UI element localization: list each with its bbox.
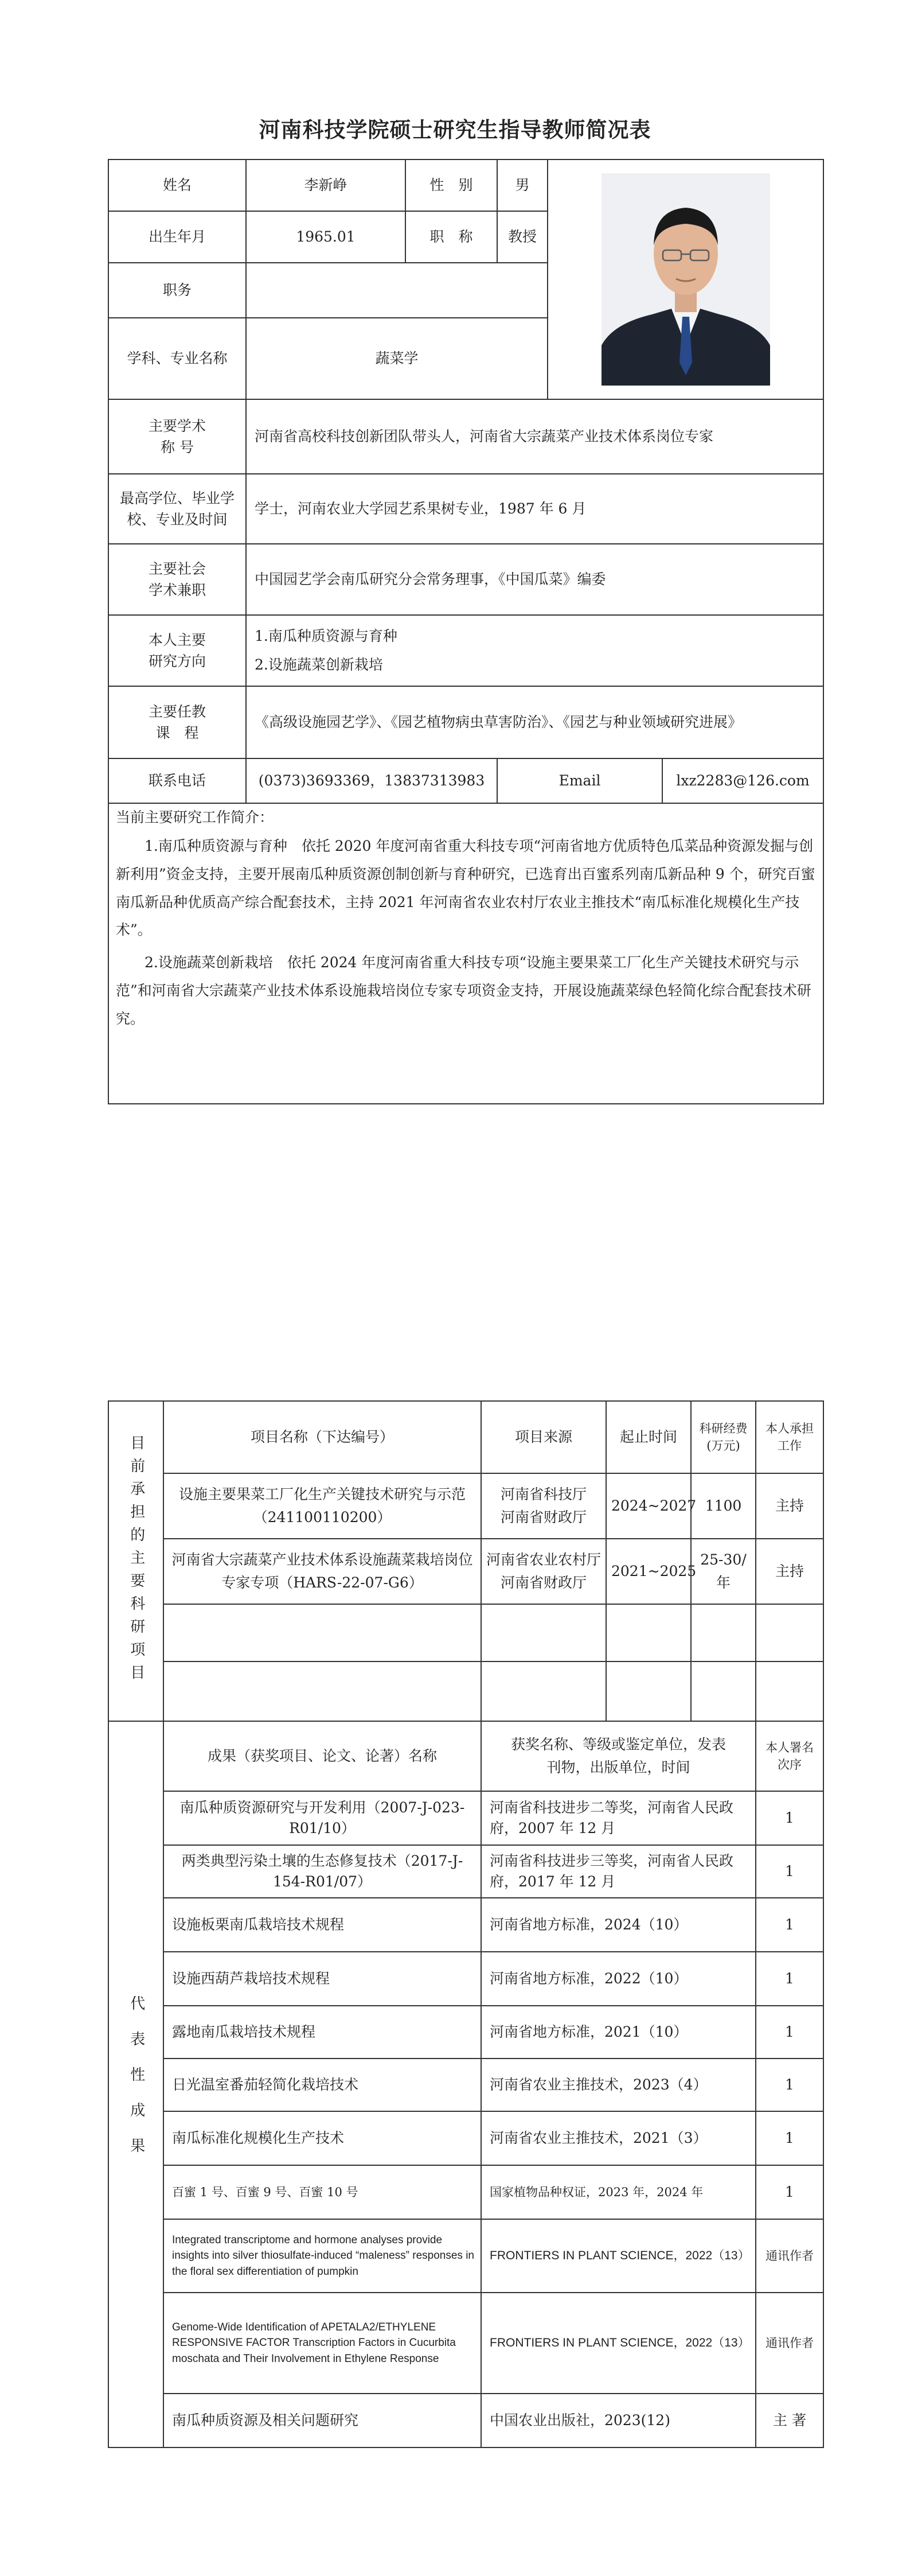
achievement-order: 通讯作者 (756, 2293, 823, 2394)
achievement-name: 露地南瓜栽培技术规程 (163, 2006, 481, 2059)
birth-label: 出生年月 (108, 211, 246, 263)
table-row (108, 2394, 823, 2447)
achievement-name: 日光温室番茄轻简化栽培技术 (163, 2059, 481, 2111)
achievement-header-name: 成果（获奖项目、论文、论著）名称 (163, 1721, 481, 1791)
social-label: 主要社会 学术兼职 (108, 544, 246, 615)
research-label: 本人主要 研究方向 (108, 615, 246, 686)
degree-value: 学士，河南农业大学园艺系果树专业，1987 年 6 月 (246, 474, 823, 544)
achievement-award: FRONTIERS IN PLANT SCIENCE，2022（13） (481, 2293, 756, 2394)
projects-achievements-table (108, 1400, 824, 2448)
achievement-name: 设施西葫芦栽培技术规程 (163, 1952, 481, 2006)
achievement-name: 两类典型污染土壤的生态修复技术（2017-J-154-R01/07） (163, 1845, 481, 1898)
table-row-empty (108, 1604, 823, 1661)
achievement-header-order: 本人署名次序 (756, 1721, 823, 1791)
project-funds: 25-30/年 (691, 1539, 756, 1604)
project-header-period: 起止时间 (606, 1401, 691, 1473)
achievement-award: 河南省地方标准，2022（10） (481, 1952, 756, 2006)
name-value: 李新峥 (246, 159, 405, 211)
achievement-order: 1 (756, 2059, 823, 2111)
achievement-name: 南瓜种质资源研究与开发利用（2007-J-023-R01/10） (163, 1791, 481, 1845)
summary-title: 当前主要研究工作简介： (116, 809, 274, 826)
achievement-award: 河南省农业主推技术，2021（3） (481, 2111, 756, 2165)
achievement-award: FRONTIERS IN PLANT SCIENCE，2022（13） (481, 2219, 756, 2293)
duty-value (246, 263, 548, 318)
achievement-award: 河南省地方标准，2024（10） (481, 1898, 756, 1952)
table-row (108, 2059, 823, 2111)
gender-label: 性 别 (405, 159, 497, 211)
project-funds: 1100 (691, 1473, 756, 1539)
project-header-role: 本人承担工作 (756, 1401, 823, 1473)
project-header-funds: 科研经费(万元) (691, 1401, 756, 1473)
achievement-award: 河南省科技进步三等奖，河南省人民政府，2017 年 12 月 (481, 1845, 756, 1898)
achievement-award: 河南省农业主推技术，2023（4） (481, 2059, 756, 2111)
achievement-order: 1 (756, 2111, 823, 2165)
photo-cell (548, 159, 823, 399)
achievement-award: 中国农业出版社，2023(12) (481, 2394, 756, 2447)
table-row (108, 1473, 823, 1539)
summary-paragraph: 2.设施蔬菜创新栽培 依托 2024 年度河南省重大科技专项“设施主要果菜工厂化生产关键技术研究与示范”和河南省大宗蔬菜产业技术体系设施栽培岗位专家专项资金支持，开展设施蔬菜绿色轻简化综合配套技术研究。 (116, 954, 811, 1027)
table-row (108, 1952, 823, 2006)
achievement-name: 百蜜 1 号、百蜜 9 号、百蜜 10 号 (163, 2165, 481, 2219)
achievement-name: Integrated transcriptome and hormone analyses provide insights into silver thiosulfate-induced “maleness” responses in the floral sex differentiation of pumpkin (163, 2219, 481, 2293)
courses-label: 主要任教 课 程 (108, 686, 246, 758)
degree-label: 最高学位、毕业学 校、专业及时间 (108, 474, 246, 544)
table-row-empty (108, 1661, 823, 1721)
achievement-name: 设施板栗南瓜栽培技术规程 (163, 1898, 481, 1952)
table-row (108, 1845, 823, 1898)
project-name: 河南省大宗蔬菜产业技术体系设施蔬菜栽培岗位专家专项（HARS-22-07-G6） (163, 1539, 481, 1604)
achievement-header-award: 获奖名称、等级或鉴定单位，发表刊物，出版单位，时间 (481, 1721, 756, 1791)
achievement-order: 主 著 (756, 2394, 823, 2447)
table-row (108, 2111, 823, 2165)
table-row (108, 2165, 823, 2219)
project-role: 主持 (756, 1539, 823, 1604)
phone-value: (0373)3693369，13837313983 (246, 758, 497, 803)
titles-label: 主要学术 称 号 (108, 399, 246, 474)
achievement-name: 南瓜标准化规模化生产技术 (163, 2111, 481, 2165)
duty-label: 职务 (108, 263, 246, 318)
portrait-photo-icon (602, 173, 770, 386)
achievements-section-label: 代表性成果 (108, 1721, 163, 2447)
table-row (108, 2219, 823, 2293)
project-header-source: 项目来源 (481, 1401, 606, 1473)
achievement-award: 河南省科技进步二等奖，河南省人民政府，2007 年 12 月 (481, 1791, 756, 1845)
page-title: 河南科技学院硕士研究生指导教师简况表 (259, 118, 651, 142)
project-source: 河南省农业农村厅 河南省财政厅 (481, 1539, 606, 1604)
courses-value: 《高级设施园艺学》、《园艺植物病虫草害防治》、《园艺与种业领域研究进展》 (246, 686, 823, 758)
project-period: 2024~2027 (606, 1473, 691, 1539)
project-role: 主持 (756, 1473, 823, 1539)
birth-value: 1965.01 (246, 211, 405, 263)
projects-section-label: 目前承担的主要科研项目 (108, 1401, 163, 1721)
achievement-order: 1 (756, 2006, 823, 2059)
research-item: 1.南瓜种质资源与育种 (255, 628, 397, 644)
achievement-name: Genome-Wide Identification of APETALA2/ETHYLENE RESPONSIVE FACTOR Transcription Factors in Cucurbita moschata and Their Involvement in Ethylene Response (163, 2293, 481, 2394)
project-source: 河南省科技厅 河南省财政厅 (481, 1473, 606, 1539)
gender-value: 男 (497, 159, 548, 211)
profile-table (108, 159, 824, 1104)
email-label: Email (497, 758, 662, 803)
social-value: 中国园艺学会南瓜研究分会常务理事，《中国瓜菜》编委 (246, 544, 823, 615)
project-period: 2021~2025 (606, 1539, 691, 1604)
rank-value: 教授 (497, 211, 548, 263)
titles-value: 河南省高校科技创新团队带头人，河南省大宗蔬菜产业技术体系岗位专家 (246, 399, 823, 474)
achievement-order: 1 (756, 1952, 823, 2006)
table-row (108, 1898, 823, 1952)
table-row (108, 1791, 823, 1845)
portrait-photo (602, 173, 770, 386)
achievement-order: 1 (756, 1845, 823, 1898)
rank-label: 职 称 (405, 211, 497, 263)
achievement-award: 河南省地方标准，2021（10） (481, 2006, 756, 2059)
achievement-name: 南瓜种质资源及相关问题研究 (163, 2394, 481, 2447)
research-summary (108, 803, 823, 1104)
phone-label: 联系电话 (108, 758, 246, 803)
project-header-name: 项目名称（下达编号） (163, 1401, 481, 1473)
table-row (108, 2006, 823, 2059)
summary-paragraph: 1.南瓜种质资源与育种 依托 2020 年度河南省重大科技专项“河南省地方优质特色瓜菜品种资源发掘与创新利用”资金支持，主要开展南瓜种质资源创制创新与育种研究，已选育出百蜜系列南瓜新品种 9 个，研究百蜜南瓜新品种优质高产综合配套技术，主持 2021 年河南省农业农村厅农业主推技术“南瓜标准化规模化生产技术”。 (116, 838, 815, 939)
name-label: 姓名 (108, 159, 246, 211)
major-value: 蔬菜学 (246, 318, 548, 399)
achievement-order: 1 (756, 1791, 823, 1845)
research-item: 2.设施蔬菜创新栽培 (255, 656, 383, 673)
achievement-order: 1 (756, 1898, 823, 1952)
table-row (108, 1539, 823, 1604)
table-row (108, 2293, 823, 2394)
email-value: lxz2283@126.com (662, 758, 823, 803)
project-name: 设施主要果菜工厂化生产关键技术研究与示范（241100110200） (163, 1473, 481, 1539)
major-label: 学科、专业名称 (108, 318, 246, 399)
achievement-order: 通讯作者 (756, 2219, 823, 2293)
achievement-award: 国家植物品种权证，2023 年，2024 年 (481, 2165, 756, 2219)
achievement-order: 1 (756, 2165, 823, 2219)
research-value (246, 615, 823, 686)
